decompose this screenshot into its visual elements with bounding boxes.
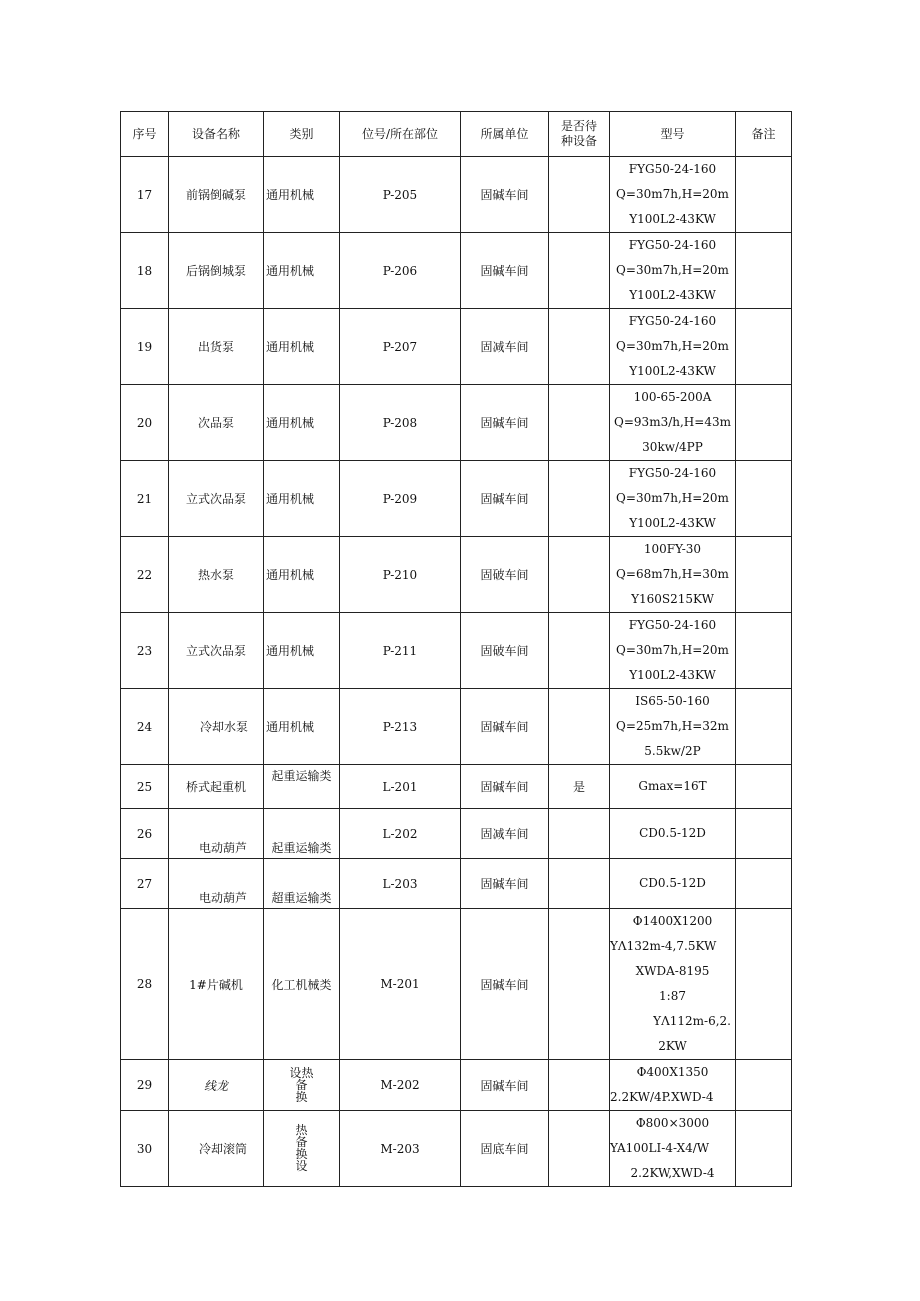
row-no: 23: [121, 613, 169, 689]
row-remark: [736, 1060, 792, 1111]
row-tag: P-208: [340, 385, 461, 461]
header-no: 序号: [121, 112, 169, 157]
row-remark: [736, 1111, 792, 1187]
row-no: 19: [121, 309, 169, 385]
row-model: [610, 909, 736, 1060]
table-row: [121, 765, 792, 809]
row-name: 次品泵: [169, 385, 264, 461]
row-remark: [736, 385, 792, 461]
row-type: [264, 1060, 340, 1111]
row-unit: 固碱车间: [461, 157, 549, 233]
row-model: [610, 1111, 736, 1187]
row-type: 通用机械: [264, 157, 340, 233]
row-name: 立式次品泵: [169, 613, 264, 689]
model-line: IS65-50-160: [635, 694, 710, 708]
row-tag: P-211: [340, 613, 461, 689]
row-type: 通用机械: [264, 461, 340, 537]
row-remark: [736, 909, 792, 1060]
row-no: 18: [121, 233, 169, 309]
row-name: 后锅倒城泵: [169, 233, 264, 309]
table-row: [121, 1060, 792, 1111]
row-name: 桥式起重机: [169, 765, 264, 809]
model-line: Q=30m7h,H=20m: [616, 339, 729, 353]
model-line: 2.2KW,XWD-4: [630, 1166, 715, 1180]
row-name: 1#片碱机: [169, 909, 264, 1060]
row-type: 通用机械: [264, 613, 340, 689]
row-unit: 固减车间: [461, 309, 549, 385]
model-line: YΛ132m-4,7.5KW: [610, 939, 717, 953]
row-tag: P-207: [340, 309, 461, 385]
row-unit: 固碱车间: [461, 765, 549, 809]
row-model: [610, 385, 736, 461]
table-row: [121, 909, 792, 1060]
row-no: 25: [121, 765, 169, 809]
row-tag: P-209: [340, 461, 461, 537]
model-line: Φ400X1350: [636, 1065, 709, 1079]
row-special: [549, 233, 610, 309]
model-line: 30kw/4PP: [642, 440, 703, 454]
row-model: [610, 689, 736, 765]
row-special: [549, 1111, 610, 1187]
row-name: 电动葫芦: [169, 809, 264, 859]
model-line: CD0.5-12D: [639, 876, 706, 890]
model-line: YΛ112m-6,2.: [653, 1014, 731, 1028]
row-name: 出货泵: [169, 309, 264, 385]
row-model: [610, 309, 736, 385]
table-row: [121, 859, 792, 909]
row-unit: 固碱车间: [461, 385, 549, 461]
model-line: FYG50-24-160: [628, 162, 717, 176]
row-model: [610, 537, 736, 613]
row-unit: 固碱车间: [461, 859, 549, 909]
model-line: Q=30m7h,H=20m: [616, 643, 729, 657]
row-name: 冷却滚筒: [169, 1111, 264, 1187]
row-unit: 固底车间: [461, 1111, 549, 1187]
row-type: 超重运输类: [264, 859, 340, 909]
row-remark: [736, 157, 792, 233]
row-no: 21: [121, 461, 169, 537]
table-row: [121, 809, 792, 859]
row-type: 通用机械: [264, 385, 340, 461]
model-line: 5.5kw/2P: [644, 744, 701, 758]
model-line: Y100L2-43KW: [629, 516, 716, 530]
row-special: 是: [549, 765, 610, 809]
row-special: [549, 157, 610, 233]
row-type: 通用机械: [264, 233, 340, 309]
row-unit: 固减车间: [461, 809, 549, 859]
model-line: Q=30m7h,H=20m: [616, 263, 729, 277]
row-remark: [736, 461, 792, 537]
row-tag: P-210: [340, 537, 461, 613]
header-unit: 所属单位: [461, 112, 549, 157]
model-line: FYG50-24-160: [628, 466, 717, 480]
model-line: Y160S215KW: [631, 592, 714, 606]
model-line: 1:87: [659, 989, 686, 1003]
table-row: [121, 537, 792, 613]
table-row: [121, 157, 792, 233]
row-type: 通用机械: [264, 537, 340, 613]
row-tag: P-206: [340, 233, 461, 309]
row-unit: 固碱车间: [461, 461, 549, 537]
row-tag: L-202: [340, 809, 461, 859]
row-name: 冷却水泵: [169, 689, 264, 765]
row-model: [610, 809, 736, 859]
model-line: Gmax=16T: [638, 779, 707, 793]
row-type: 通用机械: [264, 309, 340, 385]
model-line: CD0.5-12D: [639, 826, 706, 840]
model-line: Φ800×3000: [635, 1116, 710, 1130]
row-model: [610, 157, 736, 233]
row-type: 通用机械: [264, 689, 340, 765]
table-row: [121, 233, 792, 309]
row-model: [610, 1060, 736, 1111]
model-line: FYG50-24-160: [628, 314, 717, 328]
row-no: 20: [121, 385, 169, 461]
table-row: [121, 309, 792, 385]
header-special: 是否待 种设备: [549, 112, 610, 157]
row-unit: 固碱车间: [461, 1060, 549, 1111]
model-line: Y100L2-43KW: [629, 212, 716, 226]
row-remark: [736, 537, 792, 613]
row-tag: M-202: [340, 1060, 461, 1111]
row-tag: L-203: [340, 859, 461, 909]
model-line: FYG50-24-160: [628, 238, 717, 252]
row-no: 26: [121, 809, 169, 859]
row-special: [549, 909, 610, 1060]
table-row: [121, 613, 792, 689]
row-unit: 固破车间: [461, 537, 549, 613]
row-special: [549, 385, 610, 461]
row-no: 27: [121, 859, 169, 909]
table-row: [121, 689, 792, 765]
row-unit: 固碱车间: [461, 909, 549, 1060]
model-line: 2KW: [658, 1039, 687, 1053]
table-row: [121, 461, 792, 537]
row-no: 29: [121, 1060, 169, 1111]
type-vertical-text: 设热 备 换: [289, 1065, 314, 1104]
row-no: 24: [121, 689, 169, 765]
row-remark: [736, 765, 792, 809]
row-remark: [736, 613, 792, 689]
row-name: 热水泵: [169, 537, 264, 613]
row-name: 立式次品泵: [169, 461, 264, 537]
row-tag: P-205: [340, 157, 461, 233]
row-remark: [736, 689, 792, 765]
row-no: 17: [121, 157, 169, 233]
row-no: 28: [121, 909, 169, 1060]
table-row: [121, 1111, 792, 1187]
model-line: Q=25m7h,H=32m: [616, 719, 729, 733]
row-unit: 固碱车间: [461, 689, 549, 765]
row-model: [610, 613, 736, 689]
header-tag: 位号/所在部位: [340, 112, 461, 157]
row-type: 起重运输类: [264, 765, 340, 809]
row-tag: M-203: [340, 1111, 461, 1187]
model-line: Q=93m3/h,H=43m: [614, 415, 731, 429]
header-remark: 备注: [736, 112, 792, 157]
row-no: 30: [121, 1111, 169, 1187]
model-line: Q=30m7h,H=20m: [616, 491, 729, 505]
row-type: [264, 1111, 340, 1187]
model-line: Q=68m7h,H=30m: [616, 567, 729, 581]
model-line: Y100L2-43KW: [629, 288, 716, 302]
table-row: [121, 385, 792, 461]
model-line: YA100LI-4-X4/W: [610, 1141, 710, 1155]
row-special: [549, 537, 610, 613]
row-model: [610, 765, 736, 809]
model-line: 100FY-30: [643, 542, 702, 556]
row-special: [549, 309, 610, 385]
model-line: 2.2KW/4P.XWD-4: [610, 1090, 714, 1104]
model-line: Y100L2-43KW: [629, 668, 716, 682]
row-name: 线龙: [169, 1060, 264, 1111]
row-special: [549, 809, 610, 859]
row-special: [549, 689, 610, 765]
row-unit: 固破车间: [461, 613, 549, 689]
row-special: [549, 461, 610, 537]
row-model: [610, 233, 736, 309]
row-tag: L-201: [340, 765, 461, 809]
header-model: 型号: [610, 112, 736, 157]
equipment-table: [120, 111, 792, 1187]
model-line: Q=30m7h,H=20m: [616, 187, 729, 201]
row-model: [610, 859, 736, 909]
row-tag: P-213: [340, 689, 461, 765]
row-unit: 固碱车间: [461, 233, 549, 309]
row-name: 前锅倒碱泵: [169, 157, 264, 233]
row-special: [549, 1060, 610, 1111]
header-type: 类别: [264, 112, 340, 157]
row-remark: [736, 233, 792, 309]
model-line: 100-65-200A: [633, 390, 712, 404]
row-special: [549, 859, 610, 909]
row-no: 22: [121, 537, 169, 613]
model-line: FYG50-24-160: [628, 618, 717, 632]
model-line: Y100L2-43KW: [629, 364, 716, 378]
header-name: 设备名称: [169, 112, 264, 157]
model-line: Φ1400X1200: [632, 914, 713, 928]
row-name: 电动葫芦: [169, 859, 264, 909]
row-type: 化工机械类: [264, 909, 340, 1060]
row-model: [610, 461, 736, 537]
row-type: 起重运输类: [264, 809, 340, 859]
type-vertical-text: 热 备 换 设: [295, 1123, 308, 1173]
row-special: [549, 613, 610, 689]
row-remark: [736, 309, 792, 385]
row-remark: [736, 859, 792, 909]
table-header-row: [121, 112, 792, 157]
row-remark: [736, 809, 792, 859]
row-tag: M-201: [340, 909, 461, 1060]
model-line: XWDA-8195: [635, 964, 710, 978]
